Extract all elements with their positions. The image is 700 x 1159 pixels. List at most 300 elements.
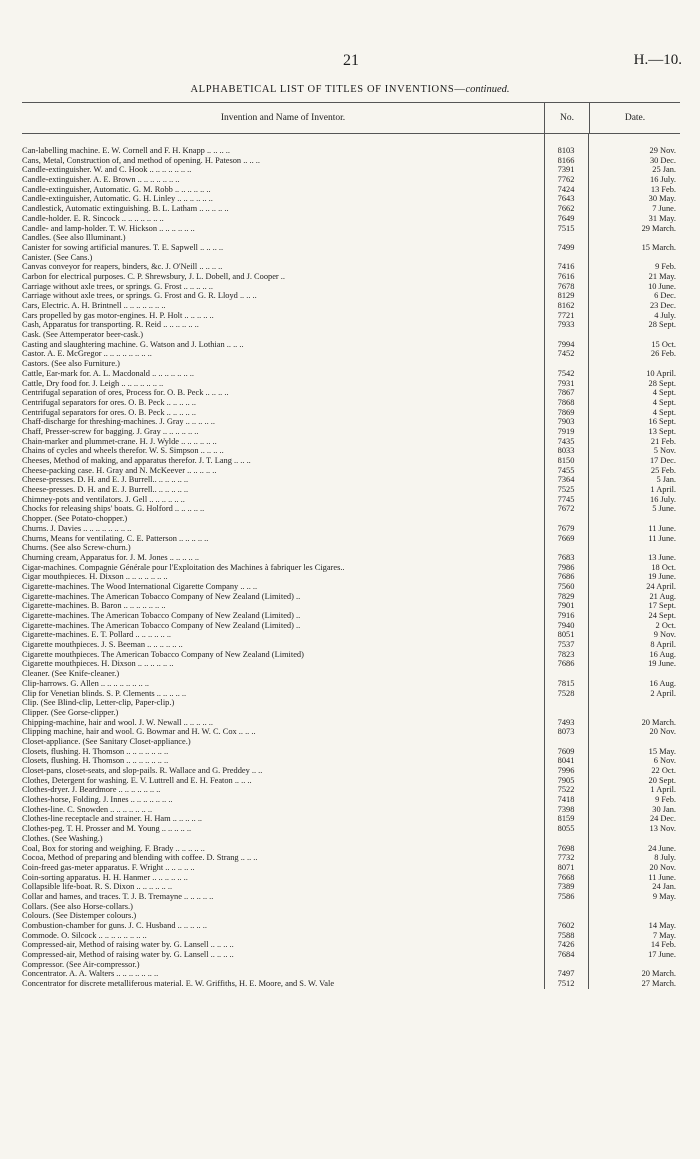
number-cell: 7698 xyxy=(557,843,575,853)
invention-cell: Cheese-presses. D. H. and E. J. Burrell.. .. .. .. .. .. xyxy=(22,475,189,485)
table-row xyxy=(22,504,680,514)
table-row xyxy=(22,718,680,728)
invention-cell: Coin-sorting apparatus. H. H. Hanmer .. .. .. .. .. .. xyxy=(22,872,188,882)
table-row xyxy=(22,756,680,766)
table-row xyxy=(22,679,680,689)
date-cell: 4 Sept. xyxy=(652,388,676,398)
table-row xyxy=(22,582,680,592)
invention-cell: Clip-harrows. G. Allen .. .. .. .. .. .. .. .. xyxy=(22,678,150,688)
date-cell: 13 Nov. xyxy=(649,824,676,834)
number-cell xyxy=(544,514,588,524)
table-row xyxy=(22,175,680,185)
invention-cell: Chains of cycles and wheels therefor. W. S. Simpson .. .. .. .. xyxy=(22,446,224,456)
number-cell: 7389 xyxy=(557,882,575,892)
table-row xyxy=(22,844,680,854)
table-row xyxy=(22,650,680,660)
invention-cell: Castor. A. E. McGregor .. .. .. .. .. .. .. .. xyxy=(22,349,152,359)
invention-cell: Clothes-line. C. Snowden .. .. .. .. .. .. .. xyxy=(22,804,153,814)
date-cell: 27 March. xyxy=(641,979,676,989)
date-cell: 1 April. xyxy=(650,785,676,795)
number-cell: 7528 xyxy=(557,688,575,698)
invention-cell: Cigarette-machines. The Wood International Cigarette Company .. .. .. xyxy=(22,581,258,591)
number-cell: 7649 xyxy=(557,213,575,223)
invention-cell: Chain-marker and plummet-crane. H. J. Wylde .. .. .. .. .. .. xyxy=(22,436,217,446)
invention-cell: Coal, Box for storing and weighing. F. Brady .. .. .. .. .. xyxy=(22,843,205,853)
number-cell: 7815 xyxy=(557,678,575,688)
date-cell: 28 Sept. xyxy=(648,320,676,330)
date-cell: 24 Sept. xyxy=(648,611,676,620)
number-cell: 7986 xyxy=(557,562,575,572)
number-cell: 7499 xyxy=(557,242,575,252)
table-row xyxy=(22,630,680,640)
invention-cell: Coin-freed gas-meter apparatus. F. Wright .. .. .. .. .. xyxy=(22,862,195,872)
invention-cell: Closet-appliance. (See Sanitary Closet-appliance.) xyxy=(22,736,191,746)
number-cell: 7931 xyxy=(557,378,575,388)
invention-cell: Cigarette-machines. The American Tobacco Company of New Zealand (Limited) .. xyxy=(22,591,301,601)
date-cell xyxy=(588,708,680,718)
date-cell: 9 Nov. xyxy=(653,630,676,640)
number-cell: 7762 xyxy=(557,175,575,185)
date-cell: 8 April. xyxy=(650,640,676,650)
date-cell: 20 Sept. xyxy=(648,775,676,785)
date-cell: 13 Feb. xyxy=(650,184,676,194)
invention-cell: Castors. (See also Furniture.) xyxy=(22,359,120,369)
date-cell: 11 June. xyxy=(648,872,676,882)
date-cell: 18 Oct. xyxy=(651,562,676,572)
number-cell: 7683 xyxy=(557,552,575,562)
table-row xyxy=(22,262,680,272)
date-cell: 17 Dec. xyxy=(649,456,676,465)
invention-cell: Closet-pans, closet-seats, and slop-pails. R. Wallace and G. Preddey .. .. xyxy=(22,766,263,775)
number-cell: 7672 xyxy=(557,504,575,514)
invention-cell: Canister for sowing artificial manures. T. E. Sapwell .. .. .. .. xyxy=(22,242,224,252)
invention-cell: Carriage without axle trees, or springs. G. Frost .. .. .. .. .. xyxy=(22,281,213,291)
date-cell: 24 June. xyxy=(648,843,676,853)
number-cell: 7424 xyxy=(557,184,575,194)
table-row xyxy=(22,359,680,369)
table-row xyxy=(22,311,680,321)
date-cell: 15 March. xyxy=(641,242,676,252)
invention-cell: Churning cream, Apparatus for. J. M. Jones .. .. .. .. .. xyxy=(22,552,200,562)
table-row xyxy=(22,805,680,815)
invention-cell: Clipping machine, hair and wool. G. Bowmar and H. W. C. Cox .. .. .. xyxy=(22,727,256,737)
number-cell xyxy=(544,737,588,747)
date-cell: 14 Feb. xyxy=(650,940,676,950)
table-row xyxy=(22,437,680,447)
date-cell: 7 May. xyxy=(652,930,676,940)
table-row xyxy=(22,698,680,708)
number-cell: 7616 xyxy=(557,271,575,281)
invention-cell: Closets, flushing. H. Thomson .. .. .. .. .. .. .. xyxy=(22,746,169,756)
date-cell xyxy=(588,514,680,524)
invention-cell: Chocks for releasing ships' boats. G. Holford .. .. .. .. .. xyxy=(22,504,205,514)
invention-cell: Candle-extinguisher. A. E. Brown .. .. .. .. .. .. .. xyxy=(22,175,180,185)
number-cell: 7668 xyxy=(557,872,575,882)
table-row xyxy=(22,204,680,214)
date-cell: 1 April. xyxy=(650,485,676,495)
table-row xyxy=(22,931,680,941)
invention-cell: Clip for Venetian blinds. S. P. Clements .. .. .. .. .. xyxy=(22,688,187,698)
number-cell: 7452 xyxy=(557,349,575,359)
number-cell xyxy=(544,960,588,970)
number-cell: 7662 xyxy=(557,204,575,214)
date-cell xyxy=(588,698,680,708)
invention-cell: Cheese-packing case. H. Gray and N. McKeever .. .. .. .. .. xyxy=(22,465,217,475)
table-row xyxy=(22,601,680,611)
column-header-invention: Invention and Name of Inventor. xyxy=(220,113,346,123)
invention-cell: Canister. (See Cans.) xyxy=(22,252,93,262)
invention-cell: Cars propelled by gas motor-engines. H. P. Holt .. .. .. .. .. xyxy=(22,310,214,320)
date-cell: 17 Sept. xyxy=(648,601,676,611)
number-cell: 7416 xyxy=(557,262,575,272)
number-cell: 7537 xyxy=(557,640,575,650)
date-cell: 16 July. xyxy=(650,175,676,185)
table-row xyxy=(22,563,680,573)
date-cell: 24 Jan. xyxy=(652,882,676,892)
date-cell xyxy=(588,253,680,263)
table-row xyxy=(22,485,680,495)
invention-cell: Clothes, Detergent for washing. E. V. Luttrell and E. H. Featon .. .. .. xyxy=(22,775,252,785)
number-cell: 7678 xyxy=(557,281,575,291)
date-cell: 31 May. xyxy=(648,213,676,223)
inventions-table xyxy=(22,102,680,989)
invention-cell: Closets, flushing. H. Thomson .. .. .. .. .. .. .. xyxy=(22,756,169,766)
invention-cell: Cigarette-machines. The American Tobacco Company of New Zealand (Limited) .. xyxy=(22,620,301,630)
number-cell: 8166 xyxy=(557,155,575,165)
number-cell: 8150 xyxy=(557,456,575,465)
table-row xyxy=(22,960,680,970)
date-cell xyxy=(588,669,680,679)
invention-cell: Cheese-presses. D. H. and E. J. Burrell.. .. .. .. .. .. xyxy=(22,485,189,495)
table-row xyxy=(22,369,680,379)
number-cell: 7418 xyxy=(557,795,575,805)
invention-cell: Cocoa, Method of preparing and blending with coffee. D. Strang .. .. .. xyxy=(22,853,258,863)
table-header xyxy=(22,102,680,134)
date-cell: 25 Jan. xyxy=(652,165,676,175)
number-cell: 7364 xyxy=(557,475,575,485)
number-cell: 8162 xyxy=(557,301,575,310)
number-cell: 7515 xyxy=(557,223,575,233)
date-cell: 4 Sept. xyxy=(652,407,676,417)
number-cell: 8071 xyxy=(557,862,575,872)
invention-cell: Casting and slaughtering machine. G. Watson and J. Lothian .. .. .. xyxy=(22,339,244,349)
invention-cell: Commode. O. Silcock .. .. .. .. .. .. .. .. xyxy=(22,930,147,940)
date-cell: 13 Sept. xyxy=(648,426,676,436)
table-row xyxy=(22,417,680,427)
table-row xyxy=(22,456,680,466)
invention-cell: Cigarette mouthpieces. H. Dixson .. .. .. .. .. .. xyxy=(22,659,174,669)
date-cell: 24 April. xyxy=(646,581,676,591)
invention-cell: Compressor. (See Air-compressor.) xyxy=(22,959,140,969)
number-cell: 7940 xyxy=(557,620,575,630)
number-cell xyxy=(544,834,588,844)
table-row xyxy=(22,388,680,398)
date-cell: 9 Feb. xyxy=(655,795,676,805)
invention-cell: Concentrator. A. A. Walters .. .. .. .. .. .. .. xyxy=(22,969,159,979)
number-cell: 7905 xyxy=(557,775,575,785)
table-row xyxy=(22,272,680,282)
number-cell: 7745 xyxy=(557,494,575,504)
table-row xyxy=(22,379,680,389)
table-row xyxy=(22,243,680,253)
number-cell: 7996 xyxy=(557,766,575,775)
invention-cell: Candle-extinguisher, Automatic. G. M. Robb .. .. .. .. .. .. xyxy=(22,184,211,194)
number-cell: 7512 xyxy=(557,979,575,989)
invention-cell: Churns, Means for ventilating. C. E. Patterson .. .. .. .. .. xyxy=(22,533,209,543)
date-cell: 5 Jan. xyxy=(656,475,676,485)
date-cell: 14 May. xyxy=(648,921,676,930)
date-cell: 30 May. xyxy=(648,194,676,204)
title-continued: continued. xyxy=(465,84,510,95)
number-cell xyxy=(544,911,588,921)
number-cell: 8103 xyxy=(557,146,575,155)
table-row xyxy=(22,156,680,166)
invention-cell: Canvas conveyor for reapers, binders, &c. J. O'Neill .. .. .. .. xyxy=(22,262,223,272)
date-cell: 5 June. xyxy=(652,504,676,514)
date-cell: 30 Jan. xyxy=(652,804,676,814)
table-row xyxy=(22,669,680,679)
table-row xyxy=(22,524,680,534)
number-cell: 8055 xyxy=(557,824,575,834)
date-cell xyxy=(588,902,680,912)
date-cell xyxy=(588,359,680,369)
invention-cell: Chipping-machine, hair and wool. J. W. Newall .. .. .. .. .. xyxy=(22,717,213,727)
date-cell: 26 Feb. xyxy=(650,349,676,359)
table-row xyxy=(22,689,680,699)
invention-cell: Compressed-air, Method of raising water by. G. Lansell .. .. .. .. xyxy=(22,950,234,960)
invention-cell: Cans, Metal, Construction of, and method of opening. H. Pateson .. .. .. xyxy=(22,155,260,165)
date-cell: 30 Dec. xyxy=(649,155,676,165)
invention-cell: Cleaner. (See Knife-cleaner.) xyxy=(22,669,120,679)
invention-cell: Candle-extinguisher, Automatic. G. H. Linley .. .. .. .. .. .. xyxy=(22,194,213,204)
number-cell: 8129 xyxy=(557,291,575,301)
invention-cell: Clothes-peg. T. H. Prosser and M. Young .. .. .. .. .. xyxy=(22,824,192,834)
number-cell: 7669 xyxy=(557,533,575,543)
date-cell xyxy=(588,737,680,747)
invention-cell: Cigarette-machines. B. Baron .. .. .. .. .. .. .. xyxy=(22,601,166,611)
table-row xyxy=(22,408,680,418)
table-row xyxy=(22,873,680,883)
invention-cell: Centrifugal separation of ores, Process for. O. B. Peck .. .. .. .. xyxy=(22,388,229,398)
number-cell: 7391 xyxy=(557,165,575,175)
number-cell: 8073 xyxy=(557,727,575,737)
invention-cell: Chimney-pots and ventilators. J. Gell .. .. .. .. .. .. xyxy=(22,494,185,504)
page-number: 21 xyxy=(343,52,359,69)
number-cell: 8051 xyxy=(557,630,575,640)
number-cell: 7602 xyxy=(557,921,575,930)
number-cell: 7398 xyxy=(557,804,575,814)
invention-cell: Collars. (See also Horse-collars.) xyxy=(22,901,133,911)
invention-cell: Colours. (See Distemper colours.) xyxy=(22,911,137,921)
invention-cell: Combustion-chamber for guns. J. C. Husband .. .. .. .. .. xyxy=(22,921,207,930)
number-cell: 7542 xyxy=(557,368,575,378)
date-cell: 20 March. xyxy=(641,717,676,727)
date-cell: 4 July. xyxy=(654,310,676,320)
table-body xyxy=(22,146,680,989)
date-cell: 8 July. xyxy=(654,853,676,863)
table-row xyxy=(22,640,680,650)
table-row xyxy=(22,475,680,485)
table-row xyxy=(22,572,680,582)
number-cell xyxy=(544,233,588,243)
invention-cell: Chaff-discharge for threshing-machines. J. Gray .. .. .. .. .. xyxy=(22,417,215,427)
date-cell xyxy=(588,330,680,340)
invention-cell: Clipper. (See Gorse-clipper.) xyxy=(22,707,119,717)
invention-cell: Centrifugal separators for ores. O. B. Peck .. .. .. .. .. xyxy=(22,407,196,417)
number-cell: 8159 xyxy=(557,814,575,824)
invention-cell: Cars, Electric. A. H. Brintnell .. .. .. .. .. .. .. xyxy=(22,301,166,310)
date-cell: 16 July. xyxy=(650,494,676,504)
date-cell: 2 Oct. xyxy=(655,620,676,630)
invention-cell: Cash, Apparatus for transporting. R. Reid .. .. .. .. .. .. xyxy=(22,320,199,330)
number-cell: 8041 xyxy=(557,756,575,766)
invention-cell: Cigar mouthpieces. H. Dixson .. .. .. .. .. .. .. xyxy=(22,572,168,582)
invention-cell: Cheeses, Method of making, and apparatus therefor. J. T. Lang .. .. .. xyxy=(22,456,251,465)
date-cell: 21 Aug. xyxy=(649,591,676,601)
table-row xyxy=(22,892,680,902)
table-row xyxy=(22,911,680,921)
date-cell: 29 March. xyxy=(641,223,676,233)
table-row xyxy=(22,727,680,737)
date-cell: 4 Sept. xyxy=(652,397,676,407)
date-cell: 10 June. xyxy=(648,281,676,291)
number-cell: 7686 xyxy=(557,659,575,669)
table-row xyxy=(22,921,680,931)
number-cell: 7867 xyxy=(557,388,575,398)
invention-cell: Cattle, Dry food for. J. Leigh .. .. .. .. .. .. .. xyxy=(22,378,164,388)
table-row xyxy=(22,659,680,669)
number-cell xyxy=(544,330,588,340)
date-cell xyxy=(588,911,680,921)
date-cell: 21 May. xyxy=(648,271,676,281)
date-cell: 2 April. xyxy=(650,688,676,698)
table-row xyxy=(22,291,680,301)
number-cell xyxy=(544,253,588,263)
date-cell xyxy=(588,543,680,553)
date-cell: 20 March. xyxy=(641,969,676,979)
table-row xyxy=(22,427,680,437)
table-row xyxy=(22,466,680,476)
invention-cell: Collapsible life-boat. R. S. Dixon .. .. .. .. .. .. xyxy=(22,882,173,892)
table-row xyxy=(22,882,680,892)
number-cell: 7560 xyxy=(557,581,575,591)
invention-cell: Cigarette-machines. The American Tobacco Company of New Zealand (Limited) .. xyxy=(22,611,301,620)
number-cell: 7588 xyxy=(557,930,575,940)
number-cell: 7497 xyxy=(557,969,575,979)
number-cell: 7732 xyxy=(557,853,575,863)
invention-cell: Centrifugal separators for ores. O. B. Peck .. .. .. .. .. xyxy=(22,397,196,407)
number-cell: 7919 xyxy=(557,426,575,436)
invention-cell: Churns. J. Davies .. .. .. .. .. .. .. .. xyxy=(22,523,132,533)
table-row xyxy=(22,776,680,786)
date-cell: 16 Aug. xyxy=(649,678,676,688)
invention-cell: Concentrator for discrete metalliferous material. E. W. Griffiths, H. E. Moore, and S. W. Vale xyxy=(22,979,335,989)
date-cell: 15 May. xyxy=(648,746,676,756)
table-row xyxy=(22,824,680,834)
table-row xyxy=(22,969,680,979)
number-cell: 7684 xyxy=(557,950,575,960)
date-cell xyxy=(588,233,680,243)
table-row xyxy=(22,349,680,359)
invention-cell: Churns. (See also Screw-churn.) xyxy=(22,543,131,553)
invention-cell: Candle-extinguisher. W. and C. Hook .. .. .. .. .. .. .. xyxy=(22,165,192,175)
invention-cell: Candlestick, Automatic extinguishing. B. L. Latham .. .. .. .. .. xyxy=(22,204,229,214)
date-cell: 24 Dec. xyxy=(649,814,676,824)
table-row xyxy=(22,553,680,563)
date-cell: 19 June. xyxy=(648,659,676,669)
number-cell: 8033 xyxy=(557,446,575,456)
date-cell xyxy=(588,834,680,844)
table-row xyxy=(22,621,680,631)
column-header-number: No. xyxy=(544,103,589,133)
date-cell: 13 June. xyxy=(648,552,676,562)
number-cell xyxy=(544,543,588,553)
table-row xyxy=(22,233,680,243)
table-row xyxy=(22,979,680,989)
table-row xyxy=(22,514,680,524)
invention-cell: Clothes-line receptacle and strainer. H. Ham .. .. .. .. .. xyxy=(22,814,203,824)
number-cell: 7903 xyxy=(557,417,575,427)
table-row xyxy=(22,214,680,224)
table-row xyxy=(22,834,680,844)
invention-cell: Compressed-air, Method of raising water by. G. Lansell .. .. .. .. xyxy=(22,940,234,950)
date-cell: 7 June. xyxy=(652,204,676,214)
invention-cell: Clothes-horse, Folding. J. Innes .. .. .. .. .. .. .. xyxy=(22,795,173,805)
number-cell: 7916 xyxy=(557,611,575,620)
table-row xyxy=(22,795,680,805)
document-reference: H.—10. xyxy=(633,52,682,68)
number-cell: 7493 xyxy=(557,717,575,727)
number-cell xyxy=(544,902,588,912)
table-row xyxy=(22,863,680,873)
page-title xyxy=(0,84,700,95)
invention-cell: Cattle, Ear-mark for. A. L. Macdonald .. .. .. .. .. .. .. xyxy=(22,368,194,378)
date-cell: 20 Nov. xyxy=(649,727,676,737)
number-cell xyxy=(544,669,588,679)
table-row xyxy=(22,446,680,456)
number-cell: 7994 xyxy=(557,339,575,349)
invention-cell: Chaff, Presser-screw for bagging. J. Gray .. .. .. .. .. .. xyxy=(22,426,199,436)
number-cell: 7679 xyxy=(557,523,575,533)
date-cell: 15 Oct. xyxy=(651,339,676,349)
number-cell: 7426 xyxy=(557,940,575,950)
number-cell: 7868 xyxy=(557,397,575,407)
invention-cell: Clip. (See Blind-clip, Letter-clip, Paper-clip.) xyxy=(22,698,175,708)
number-cell: 7686 xyxy=(557,572,575,582)
invention-cell: Carbon for electrical purposes. C. P. Shrewsbury, J. L. Dobell, and J. Cooper .. xyxy=(22,271,285,281)
invention-cell: Cigarette mouthpieces. J. S. Beeman .. .. .. .. .. .. xyxy=(22,640,183,650)
page-header xyxy=(20,52,682,74)
table-row xyxy=(22,543,680,553)
invention-cell: Can-labelling machine. E. W. Cornell and F. H. Knapp .. .. .. .. xyxy=(22,146,230,155)
table-row xyxy=(22,165,680,175)
date-cell xyxy=(588,960,680,970)
invention-cell: Collar and hames, and traces. T. J. B. Tremayne .. .. .. .. .. xyxy=(22,891,214,901)
table-row xyxy=(22,747,680,757)
invention-cell: Cask. (See Attemperator beer-cask.) xyxy=(22,330,143,340)
number-cell: 7455 xyxy=(557,465,575,475)
number-cell: 7586 xyxy=(557,891,575,901)
date-cell: 25 Feb. xyxy=(650,465,676,475)
number-cell: 7721 xyxy=(557,310,575,320)
date-cell: 9 May. xyxy=(652,891,676,901)
table-row xyxy=(22,320,680,330)
date-cell: 29 Nov. xyxy=(649,146,676,155)
date-cell: 20 Nov. xyxy=(649,862,676,872)
date-cell: 28 Sept. xyxy=(648,378,676,388)
table-row xyxy=(22,950,680,960)
number-cell: 7869 xyxy=(557,407,575,417)
